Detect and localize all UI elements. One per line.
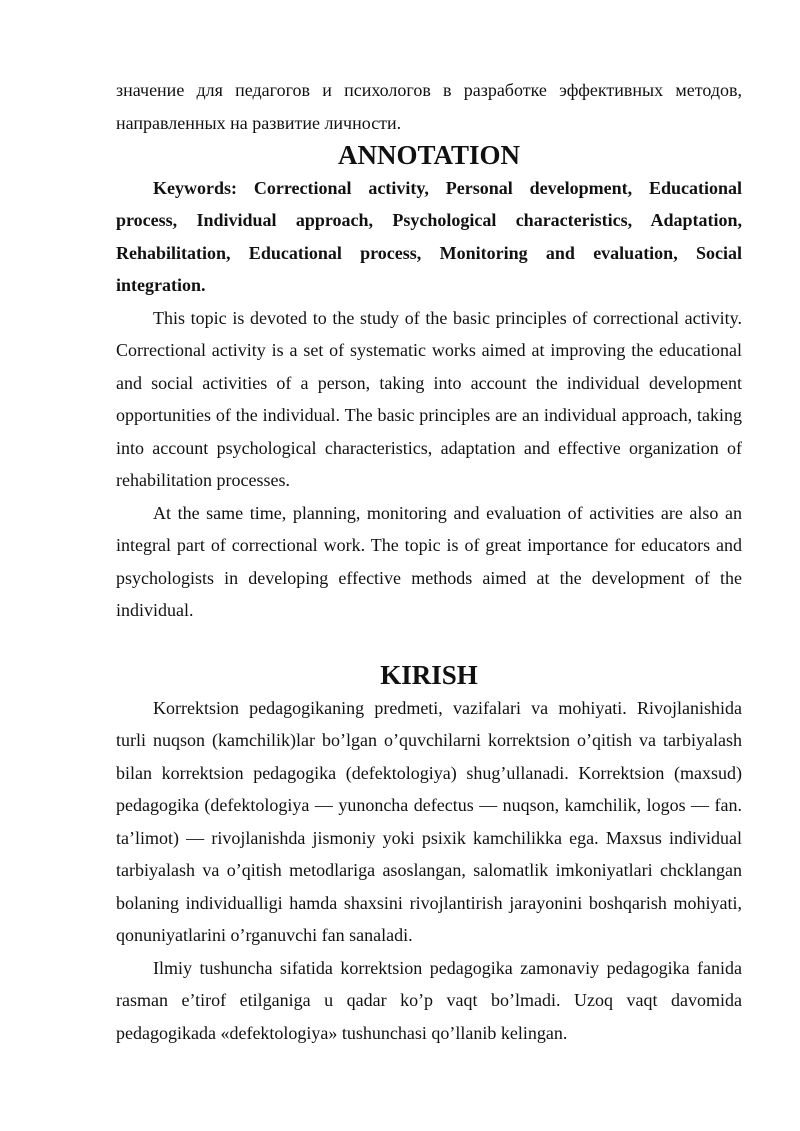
annotation-heading: ANNOTATION — [337, 140, 520, 170]
annotation-paragraph-2: At the same time, planning, monitoring and evaluation of activities are also an integral part of correctional work. The topic is of great importance for educators and psychologists in developing effective methods aimed at the development of the individual. — [116, 502, 742, 620]
section-spacer — [116, 627, 742, 660]
keywords-paragraph: Keywords: Correctional activity, Personal development, Educational process, Individual approach, Psychological characteristics, Adaptation, Rehabilitation, Educational process, Monitoring and evaluation, Social integration. — [116, 177, 742, 295]
page-content — [116, 74, 742, 1049]
annotation-paragraph-1: This topic is devoted to the study of the basic principles of correctional activity. Correctional activity is a set of systematic works aimed at improving the educational and social activities of a person, taking into account the individual development opportunities of the individual. The basic principles are an individual approach, taking into account psychological characteristics, adaptation and effective organization of rehabilitation processes. — [116, 307, 742, 490]
kirish-paragraph-2: Ilmiy tushuncha sifatida korrektsion pedagogika zamonaviy pedagogika fanida rasman e’tirof etilganiga u qadar ko’p vaqt bo’lmadi. Uzoq vaqt davomida pedagogikada «defektologiya» tushunchasi qo’llanib kelingan. — [116, 957, 742, 1043]
kirish-paragraph-1: Korrektsion pedagogikaning predmeti, vazifalari va mohiyati. Rivojlanishida turli nuqson (kamchilik)lar bo’lgan o’quvchilarni korrektsion o’qitish va tarbiyalash bilan korrektsion pedagogika (defektologiya) shug’ullanadi. Korrektsion (maxsud) pedagogika (defektologiya — yunoncha defectus — nuqson, kamchilik, logos — fan. ta’limot) — rivojlanishda jismoniy yoki psixik kamchilikka ega. Maxsus individual tarbiyalash va o’qitish metodlariga asoslangan, salomatlik imkoniyatlari chcklangan bolaning individualligi hamda shaxsini rivojlantirish jarayonini boshqarish mohiyati, qonuniyatlarini o’rganuvchi fan sanaladi. — [116, 697, 742, 945]
kirish-heading: KIRISH — [380, 660, 478, 690]
intro-continuation-paragraph: значение для педагогов и психологов в разработке эффективных методов, направленных на развитие личности. — [116, 80, 742, 133]
